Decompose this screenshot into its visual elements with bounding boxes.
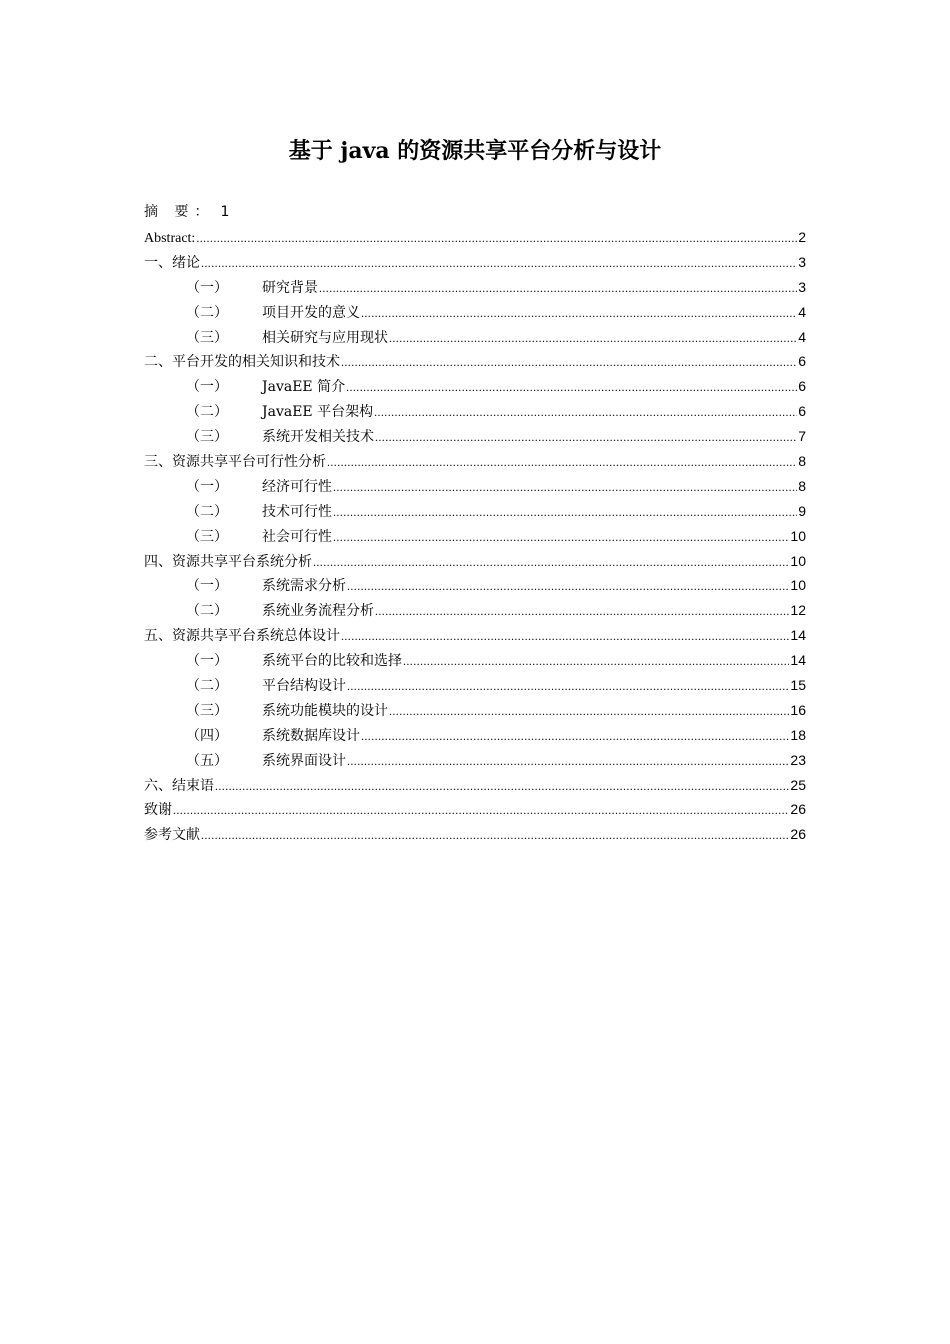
- toc-entry-page: 8: [798, 477, 806, 494]
- toc-subentry[interactable]: [144, 674, 806, 699]
- toc-dot-leader: [375, 600, 789, 622]
- toc-entry-page: 16: [790, 701, 806, 718]
- toc-dot-leader: [173, 799, 789, 821]
- toc-dot-leader: [341, 625, 789, 647]
- toc-subentry[interactable]: [144, 301, 806, 326]
- toc-entry-page: 9: [798, 502, 806, 519]
- toc-entry-text: 系统开发相关技术: [262, 429, 374, 446]
- toc-entry[interactable]: [144, 624, 806, 649]
- toc-dot-leader: [389, 700, 789, 722]
- toc-entry[interactable]: [144, 350, 806, 375]
- toc-dot-leader: [346, 376, 797, 398]
- toc-entry-text: 社会可行性: [262, 528, 332, 545]
- toc-entry-text: 研究背景: [262, 279, 318, 296]
- toc-entry-number: （一）: [186, 578, 228, 595]
- toc-dot-leader: [201, 824, 789, 846]
- toc-entry-page: 10: [790, 552, 806, 569]
- toc-entry[interactable]: [144, 774, 806, 799]
- toc-entry[interactable]: [144, 550, 806, 575]
- toc-entry-page: 14: [790, 652, 806, 669]
- toc-subentry[interactable]: [144, 276, 806, 301]
- toc-entry-page: 25: [790, 776, 806, 793]
- toc-dot-leader: [347, 575, 789, 597]
- toc-entry-text: 四、资源共享平台系统分析: [144, 553, 312, 570]
- toc-dot-leader: [389, 327, 797, 349]
- toc-dot-leader: [341, 351, 797, 373]
- toc-entry-text: 系统平台的比较和选择: [262, 653, 402, 670]
- toc-entry-text: 系统界面设计: [262, 752, 346, 769]
- toc-dot-leader: [375, 426, 797, 448]
- toc-entry-number: （三）: [186, 429, 228, 446]
- toc-entry-number: （一）: [186, 478, 228, 495]
- toc-entry[interactable]: [144, 823, 806, 848]
- toc-entry-text: 三、资源共享平台可行性分析: [144, 454, 326, 471]
- toc-entry-page: 6: [798, 353, 806, 370]
- toc-entry-page: 26: [790, 801, 806, 818]
- toc-entry-number: （二）: [186, 304, 228, 321]
- toc-entry[interactable]: [144, 226, 806, 251]
- toc-entry-abstract-cn[interactable]: [144, 201, 229, 223]
- toc-entry-page: 18: [790, 726, 806, 743]
- toc-entry-number: （二）: [186, 503, 228, 520]
- toc-entry-number: （一）: [186, 653, 228, 670]
- toc-subentry[interactable]: [144, 599, 806, 624]
- toc-subentry[interactable]: [144, 749, 806, 774]
- toc-subentry[interactable]: [144, 500, 806, 525]
- toc-entry[interactable]: [144, 450, 806, 475]
- toc-entry-number: （三）: [186, 329, 228, 346]
- toc-entry-page: 7: [798, 428, 806, 445]
- toc-entry-page: 4: [798, 328, 806, 345]
- toc-entry-page: 4: [798, 303, 806, 320]
- toc-entry-page: 10: [790, 527, 806, 544]
- toc-dot-leader: [313, 551, 789, 573]
- toc-entry-text: JavaEE 简介: [262, 379, 346, 396]
- toc-subentry[interactable]: [144, 574, 806, 599]
- toc-entry-page: 6: [798, 403, 806, 420]
- toc-entry-text: 系统功能模块的设计: [262, 702, 388, 719]
- toc-dot-leader: [215, 775, 789, 797]
- toc-entry-text: 摘 要：: [144, 204, 215, 220]
- toc-dot-leader: [333, 501, 797, 523]
- toc-entry-text: 二、平台开发的相关知识和技术: [144, 354, 340, 371]
- toc-entry-page: 15: [790, 677, 806, 694]
- toc-entry-text: 系统数据库设计: [262, 727, 360, 744]
- toc-subentry[interactable]: [144, 326, 806, 351]
- toc-dot-leader: [327, 451, 797, 473]
- toc-entry-text: JavaEE 平台架构: [262, 404, 374, 421]
- toc-subentry[interactable]: [144, 400, 806, 425]
- toc-entry-number: （二）: [186, 603, 228, 620]
- toc-entry-text: 平台结构设计: [262, 678, 346, 695]
- toc-entry-page: 3: [798, 253, 806, 270]
- toc-entry-page: 3: [798, 278, 806, 295]
- toc-entry-number: （一）: [186, 279, 228, 296]
- toc-entry-number: （三）: [186, 702, 228, 719]
- toc-entry-text: 技术可行性: [262, 503, 332, 520]
- toc-subentry[interactable]: [144, 425, 806, 450]
- toc-dot-leader: [201, 252, 797, 274]
- toc-subentry[interactable]: [144, 724, 806, 749]
- toc-entry-number: （五）: [186, 752, 228, 769]
- toc-dot-leader: [319, 277, 797, 299]
- toc-entry-text: 一、绪论: [144, 254, 200, 271]
- toc-entry-page: 8: [798, 453, 806, 470]
- toc-entry-page: 12: [790, 602, 806, 619]
- toc-entry-number: （二）: [186, 404, 228, 421]
- toc-dot-leader: [347, 750, 789, 772]
- toc-entry-page: 23: [790, 751, 806, 768]
- toc-entry[interactable]: [144, 798, 806, 823]
- toc-entry-page: 26: [790, 826, 806, 843]
- toc-dot-leader: [333, 476, 797, 498]
- toc-subentry[interactable]: [144, 375, 806, 400]
- toc-entry-page: 14: [790, 627, 806, 644]
- toc-entry-text: Abstract:: [144, 231, 196, 246]
- toc-entry-number: （二）: [186, 678, 228, 695]
- toc-entry[interactable]: [144, 251, 806, 276]
- toc-entry-text: 项目开发的意义: [262, 304, 360, 321]
- toc-entry-number: （四）: [186, 727, 228, 744]
- toc-entry-text: 经济可行性: [262, 478, 332, 495]
- toc-dot-leader: [361, 725, 789, 747]
- toc-subentry[interactable]: [144, 699, 806, 724]
- toc-dot-leader: [361, 302, 797, 324]
- table-of-contents: [144, 226, 806, 848]
- toc-entry-page: 6: [798, 378, 806, 395]
- toc-entry-text: 系统需求分析: [262, 578, 346, 595]
- toc-entry-page: 10: [790, 577, 806, 594]
- document-title: 基于 java 的资源共享平台分析与设计: [288, 138, 662, 164]
- toc-entry-number: （一）: [186, 379, 228, 396]
- toc-dot-leader: [196, 227, 797, 249]
- toc-entry-text: 六、结束语: [144, 777, 214, 794]
- toc-entry-page: 2: [798, 229, 806, 245]
- toc-dot-leader: [347, 675, 789, 697]
- toc-entry-number: （三）: [186, 528, 228, 545]
- toc-entry-text: 相关研究与应用现状: [262, 329, 388, 346]
- toc-dot-leader: [333, 526, 789, 548]
- toc-subentry[interactable]: [144, 475, 806, 500]
- toc-entry-text: 参考文献: [144, 827, 200, 844]
- toc-entry-text: 致谢: [144, 802, 172, 819]
- toc-subentry[interactable]: [144, 525, 806, 550]
- toc-entry-page: 1: [220, 204, 230, 220]
- toc-dot-leader: [403, 650, 789, 672]
- toc-subentry[interactable]: [144, 649, 806, 674]
- toc-entry-text: 系统业务流程分析: [262, 603, 374, 620]
- toc-dot-leader: [374, 401, 797, 423]
- toc-entry-text: 五、资源共享平台系统总体设计: [144, 628, 340, 645]
